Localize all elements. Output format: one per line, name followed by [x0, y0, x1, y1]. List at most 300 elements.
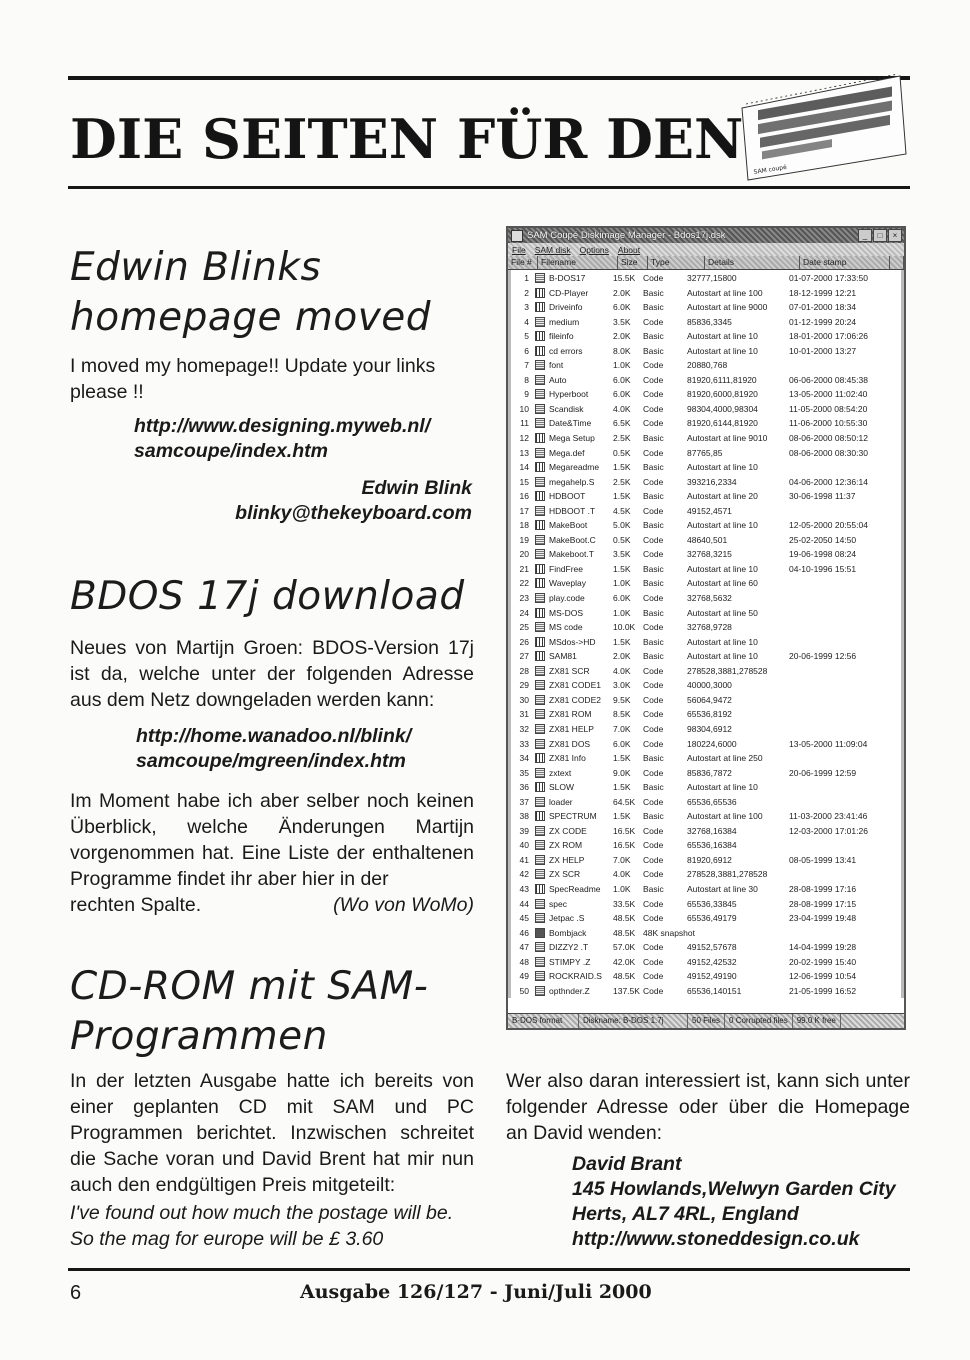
- file-size: 137.5K: [613, 985, 640, 996]
- file-name: ZX81 DOS: [549, 738, 591, 749]
- file-details: 20880,768: [687, 360, 728, 371]
- file-type: Code: [643, 942, 664, 953]
- file-row[interactable]: [511, 911, 901, 926]
- basic-file-icon: [535, 884, 545, 894]
- code-file-icon: [535, 666, 545, 676]
- file-type: Code: [643, 389, 664, 400]
- file-row[interactable]: [511, 969, 901, 984]
- file-number: 9: [524, 389, 529, 400]
- file-size: 3.0K: [613, 680, 631, 691]
- code-file-icon: [535, 869, 545, 879]
- file-number: 37: [519, 796, 529, 807]
- code-file-icon: [535, 826, 545, 836]
- file-date: [789, 591, 897, 606]
- file-row[interactable]: [511, 489, 901, 504]
- file-row[interactable]: [511, 867, 901, 882]
- file-type: Code: [643, 680, 664, 691]
- file-name: MakeBoot.C: [549, 534, 596, 545]
- file-number: 38: [519, 811, 529, 822]
- file-row[interactable]: [511, 431, 901, 446]
- file-date: 08-05-1999 13:41: [789, 854, 857, 865]
- file-size: 4.0K: [613, 403, 631, 414]
- code-file-icon: [535, 418, 545, 428]
- file-type: Basic: [643, 462, 664, 473]
- file-row[interactable]: [511, 504, 901, 519]
- file-type: Code: [643, 854, 664, 865]
- code-file-icon: [535, 360, 545, 370]
- file-details: Autostart at line 10: [687, 563, 758, 574]
- file-row[interactable]: [511, 635, 901, 650]
- file-row[interactable]: [511, 940, 901, 955]
- file-size: 42.0K: [613, 956, 636, 967]
- basic-file-icon: [535, 637, 545, 647]
- code-file-icon: [535, 899, 545, 909]
- file-row[interactable]: [511, 693, 901, 708]
- code-file-icon: [535, 593, 545, 603]
- file-date: 12-03-2000 17:01:26: [789, 825, 868, 836]
- file-details: 49152,42532: [687, 956, 737, 967]
- file-size: 1.0K: [613, 360, 631, 371]
- file-number: 12: [519, 433, 529, 444]
- basic-file-icon: [535, 433, 545, 443]
- file-row[interactable]: [511, 853, 901, 868]
- file-row[interactable]: [511, 606, 901, 621]
- file-row[interactable]: [511, 897, 901, 912]
- file-size: 6.5K: [613, 418, 631, 429]
- file-date: 11-03-2000 23:41:46: [789, 811, 868, 822]
- column-header-size[interactable]: Size: [618, 256, 648, 269]
- file-date: 25-02-2050 14:50: [789, 534, 857, 545]
- file-size: 6.0K: [613, 389, 631, 400]
- file-row[interactable]: [511, 475, 901, 490]
- file-details: 81920,6000,81920: [687, 389, 758, 400]
- file-row[interactable]: [511, 795, 901, 810]
- file-number: 45: [519, 913, 529, 924]
- file-row[interactable]: [511, 809, 901, 824]
- file-size: 3.5K: [613, 316, 631, 327]
- file-row[interactable]: [511, 722, 901, 737]
- window-titlebar: [508, 228, 904, 243]
- file-size: 8.0K: [613, 345, 631, 356]
- file-number: 39: [519, 825, 529, 836]
- file-number: 13: [519, 447, 529, 458]
- file-details: 81920,6111,81920: [687, 374, 757, 385]
- file-row[interactable]: [511, 591, 901, 606]
- code-file-icon: [535, 317, 545, 327]
- file-row[interactable]: [511, 547, 901, 562]
- file-details: 65536,65536: [687, 796, 737, 807]
- file-row[interactable]: [511, 824, 901, 839]
- file-details: Autostart at line 10: [687, 520, 758, 531]
- file-row[interactable]: [511, 373, 901, 388]
- file-type: Code: [643, 971, 664, 982]
- file-row[interactable]: [511, 737, 901, 752]
- file-type: Code: [643, 476, 664, 487]
- file-date: [789, 678, 897, 693]
- code-file-icon: [535, 404, 545, 414]
- file-name: Jetpac .S: [549, 913, 585, 924]
- file-row[interactable]: [511, 329, 901, 344]
- file-row[interactable]: [511, 533, 901, 548]
- basic-file-icon: [535, 578, 545, 588]
- file-row[interactable]: [511, 984, 901, 999]
- file-number: 15: [519, 476, 529, 487]
- file-name: ZX81 ROM: [549, 709, 592, 720]
- file-size: 1.5K: [613, 462, 631, 473]
- article-edwin-link[interactable]: [134, 414, 430, 464]
- code-file-icon: [535, 971, 545, 981]
- file-row[interactable]: [511, 518, 901, 533]
- file-number: 35: [519, 767, 529, 778]
- file-row[interactable]: [511, 300, 901, 315]
- file-type: Basic: [643, 753, 664, 764]
- file-details: 65536,8192: [687, 709, 732, 720]
- status-corrupted: 0 Corrupted files: [725, 1014, 793, 1028]
- status-format: B-DOS format: [508, 1014, 579, 1028]
- file-number: 17: [519, 505, 529, 516]
- address-url[interactable]: http://www.stoneddesign.co.uk: [572, 1228, 860, 1250]
- file-date: [789, 358, 897, 373]
- file-type: Code: [643, 360, 664, 371]
- file-number: 2: [524, 287, 529, 298]
- file-number: 30: [519, 694, 529, 705]
- file-type: Basic: [643, 607, 664, 618]
- file-row[interactable]: [511, 446, 901, 461]
- close-icon[interactable]: ×: [888, 229, 902, 242]
- file-date: 11-06-2000 10:55:30: [789, 418, 868, 429]
- file-details: 49152,57678: [687, 942, 737, 953]
- file-name: ZX HELP: [549, 854, 585, 865]
- file-date: 12-06-1999 10:54: [789, 971, 857, 982]
- basic-file-icon: [535, 564, 545, 574]
- column-header-date-stamp[interactable]: Date stamp: [800, 256, 890, 269]
- file-size: 6.0K: [613, 374, 631, 385]
- file-name: ZX CODE: [549, 825, 587, 836]
- file-name: Makeboot.T: [549, 549, 594, 560]
- file-row[interactable]: [511, 707, 901, 722]
- file-details: 98304,6912: [687, 723, 732, 734]
- file-type: Code: [643, 273, 664, 283]
- file-row[interactable]: [511, 882, 901, 897]
- file-name: Bombjack: [549, 927, 587, 938]
- file-date: 13-05-2000 11:09:04: [789, 738, 868, 749]
- file-size: 4.5K: [613, 505, 631, 516]
- author-name: Edwin Blink: [361, 477, 472, 499]
- link-line[interactable]: http://home.wanadoo.nl/blink/: [136, 725, 412, 747]
- code-file-icon: [535, 549, 545, 559]
- file-row[interactable]: [511, 286, 901, 301]
- file-date: [789, 795, 897, 810]
- file-details: 32777,15800: [687, 273, 737, 283]
- file-number: 46: [519, 927, 529, 938]
- file-details: Autostart at line 100: [687, 811, 763, 822]
- file-row[interactable]: [511, 387, 901, 402]
- file-size: 2.5K: [613, 476, 631, 487]
- file-name: Hyperboot: [549, 389, 589, 400]
- sam-coupe-keyboard-logo: [736, 70, 908, 182]
- code-file-icon: [535, 680, 545, 690]
- masthead-title: DIE SEITEN FÜR DEN: [70, 107, 744, 171]
- file-number: 11: [520, 418, 529, 429]
- file-details: 85836,3345: [687, 316, 732, 327]
- file-number: 24: [519, 607, 529, 618]
- file-size: 0.5K: [613, 534, 631, 545]
- file-date: [789, 635, 897, 650]
- file-row[interactable]: [511, 358, 901, 373]
- file-name: fileinfo: [549, 331, 574, 342]
- menu-file[interactable]: File: [512, 244, 526, 255]
- file-date: 19-06-1998 08:24: [789, 549, 857, 560]
- file-details: 81920,6912: [687, 854, 732, 865]
- file-type: Code: [643, 723, 664, 734]
- file-number: 26: [519, 636, 529, 647]
- menu-about[interactable]: About: [617, 244, 641, 255]
- file-details: Autostart at line 100: [687, 287, 763, 298]
- file-number: 10: [519, 403, 529, 414]
- file-row[interactable]: [511, 780, 901, 795]
- file-type: Code: [643, 316, 664, 327]
- article-edwin-body: I moved my homepage!! Update your links please !!: [70, 355, 436, 403]
- file-date: 14-04-1999 19:28: [789, 942, 857, 953]
- diskimage-manager-window: [506, 226, 906, 1030]
- file-row[interactable]: [511, 562, 901, 577]
- file-name: ZX81 SCR: [549, 665, 590, 676]
- file-name: MS-DOS: [549, 607, 583, 618]
- column-header-type[interactable]: Type: [648, 256, 705, 269]
- basic-file-icon: [535, 782, 545, 792]
- file-date: [789, 664, 897, 679]
- menu-options[interactable]: Options: [579, 244, 609, 255]
- file-details: Autostart at line 10: [687, 345, 758, 356]
- column-header-filename[interactable]: Filename: [538, 256, 618, 269]
- file-date: 08-06-2000 08:30:30: [789, 447, 868, 458]
- file-details: Autostart at line 10: [687, 636, 758, 647]
- file-date: 07-01-2000 18:34: [789, 302, 857, 313]
- basic-file-icon: [535, 651, 545, 661]
- file-date: [789, 722, 897, 737]
- file-row[interactable]: [511, 678, 901, 693]
- file-number: 14: [519, 462, 529, 473]
- basic-file-icon: [535, 520, 545, 530]
- file-type: Basic: [643, 883, 664, 894]
- file-name: spec: [549, 898, 567, 909]
- file-details: 278528,3881,278528: [687, 665, 768, 676]
- basic-file-icon: [535, 302, 545, 312]
- file-details: 278528,3881,278528: [687, 869, 768, 880]
- file-type: Basic: [643, 636, 664, 647]
- file-number: 22: [519, 578, 529, 589]
- file-row[interactable]: [511, 344, 901, 359]
- file-size: 16.5K: [613, 840, 636, 851]
- file-details: 65536,33845: [687, 898, 737, 909]
- file-date: [789, 504, 897, 519]
- file-type: Code: [643, 694, 664, 705]
- status-file-count: 50 Files: [688, 1014, 725, 1028]
- file-size: 48.5K: [613, 913, 636, 924]
- file-date: 18-12-1999 12:21: [789, 287, 857, 298]
- file-number: 36: [519, 782, 529, 793]
- article-bdos-link[interactable]: [136, 724, 411, 774]
- file-type: Code: [643, 709, 664, 720]
- file-size: 5.0K: [613, 520, 631, 531]
- file-size: 6.0K: [613, 738, 631, 749]
- file-details: Autostart at line 10: [687, 782, 758, 793]
- file-type: Code: [643, 825, 664, 836]
- file-details: 49152,4571: [687, 505, 732, 516]
- file-details: 32768,16384: [687, 825, 737, 836]
- file-name: ROCKRAID.S: [549, 971, 602, 982]
- file-size: 1.0K: [613, 883, 631, 894]
- file-details: 81920,6144,81920: [687, 418, 758, 429]
- file-date: 06-06-2000 08:45:38: [789, 374, 868, 385]
- column-header-file-number[interactable]: File #: [508, 256, 538, 269]
- file-size: 9.5K: [613, 694, 631, 705]
- file-size: 0.5K: [613, 447, 631, 458]
- file-date: [789, 460, 897, 475]
- file-details: 98304,4000,98304: [687, 403, 758, 414]
- column-header-details[interactable]: Details: [705, 256, 800, 269]
- file-row[interactable]: [511, 402, 901, 417]
- header-bottom-rule: [68, 186, 910, 189]
- file-details: 56064,9472: [687, 694, 732, 705]
- file-name: Auto: [549, 374, 567, 385]
- file-number: 32: [519, 723, 529, 734]
- file-size: 1.5K: [613, 491, 631, 502]
- file-number: 28: [519, 665, 529, 676]
- author-email[interactable]: blinky@thekeyboard.com: [235, 502, 472, 524]
- app-icon: [511, 230, 523, 242]
- file-type: 48K snapshot: [643, 927, 695, 938]
- basic-file-icon: [535, 753, 545, 763]
- file-date: 20-02-1999 15:40: [789, 956, 857, 967]
- file-details: 32768,3215: [687, 549, 732, 560]
- file-type: Code: [643, 665, 664, 676]
- code-file-icon: [535, 957, 545, 967]
- file-row[interactable]: [511, 315, 901, 330]
- file-row[interactable]: [511, 620, 901, 635]
- file-type: Basic: [643, 578, 664, 589]
- file-number: 50: [519, 985, 529, 996]
- file-date: [789, 693, 897, 708]
- file-type: Code: [643, 913, 664, 924]
- article-bdos-credit: (Wo von WoMo): [333, 894, 474, 916]
- file-date: 28-08-1999 17:16: [789, 883, 857, 894]
- file-name: ZX SCR: [549, 869, 581, 880]
- file-row[interactable]: [511, 766, 901, 781]
- link-line[interactable]: samcoupe/mgreen/index.htm: [136, 750, 406, 772]
- basic-file-icon: [535, 346, 545, 356]
- file-date: [789, 867, 897, 882]
- code-file-icon: [535, 709, 545, 719]
- file-size: 4.0K: [613, 869, 631, 880]
- file-type: Code: [643, 985, 664, 996]
- file-name: MS code: [549, 622, 583, 633]
- file-row[interactable]: [511, 416, 901, 431]
- file-number: 40: [519, 840, 529, 851]
- code-file-icon: [535, 768, 545, 778]
- address-name: David Brant: [572, 1153, 682, 1175]
- file-name: loader: [549, 796, 573, 807]
- logo-caption: SAM coupé: [753, 163, 788, 176]
- file-size: 16.5K: [613, 825, 636, 836]
- file-name: Waveplay: [549, 578, 587, 589]
- article-cdrom-quote: I've found out how much the postage will be. So the mag for europe will be £ 3.60: [70, 1202, 454, 1250]
- file-row[interactable]: [511, 460, 901, 475]
- link-line[interactable]: http://www.designing.myweb.nl/: [134, 415, 431, 437]
- file-size: 6.0K: [613, 593, 631, 604]
- file-type: Code: [643, 840, 664, 851]
- file-type: Basic: [643, 331, 664, 342]
- article-bdos-headline: BDOS 17j download: [70, 574, 465, 619]
- code-file-icon: [535, 724, 545, 734]
- file-details: 85836,7872: [687, 767, 732, 778]
- file-details: Autostart at line 9010: [687, 433, 768, 444]
- file-size: 2.0K: [613, 287, 631, 298]
- file-size: 6.0K: [613, 302, 631, 313]
- file-date: 04-06-2000 12:36:14: [789, 476, 868, 487]
- minimize-icon[interactable]: _: [858, 229, 872, 242]
- file-row[interactable]: [511, 751, 901, 766]
- file-row[interactable]: [511, 576, 901, 591]
- file-row[interactable]: [511, 664, 901, 679]
- basic-file-icon: [535, 288, 545, 298]
- file-row[interactable]: [511, 649, 901, 664]
- file-number: 25: [519, 622, 529, 633]
- file-date: 20-06-1999 12:59: [789, 767, 857, 778]
- file-type: Code: [643, 374, 664, 385]
- file-name: SLOW: [549, 782, 575, 793]
- file-row[interactable]: [511, 926, 901, 941]
- menu-bar: [508, 243, 904, 256]
- file-row[interactable]: [511, 955, 901, 970]
- file-number: 7: [524, 360, 529, 371]
- menu-sam-disk[interactable]: SAM disk: [534, 244, 571, 255]
- file-number: 1: [524, 273, 529, 283]
- file-size: 7.0K: [613, 723, 631, 734]
- file-type: Code: [643, 534, 664, 545]
- contact-address: [572, 1152, 896, 1252]
- file-list: [508, 270, 904, 998]
- maximize-icon[interactable]: □: [873, 229, 887, 242]
- basic-file-icon: [535, 462, 545, 472]
- file-type: Basic: [643, 491, 664, 502]
- code-file-icon: [535, 273, 545, 283]
- file-name: CD-Player: [549, 287, 589, 298]
- file-date: 12-05-2000 20:55:04: [789, 520, 868, 531]
- file-type: Basic: [643, 651, 664, 662]
- file-number: 42: [519, 869, 529, 880]
- file-details: Autostart at line 50: [687, 607, 758, 618]
- file-size: 48.5K: [613, 971, 636, 982]
- article-cdrom-body-right: Wer also daran interessiert ist, kann sich unter folgender Adresse oder über die Homepage an David wenden:: [506, 1070, 910, 1144]
- file-name: HDBOOT: [549, 491, 586, 502]
- file-row[interactable]: [511, 271, 901, 286]
- file-date: 13-05-2000 11:02:40: [789, 389, 868, 400]
- file-number: 19: [519, 534, 529, 545]
- file-type: Code: [643, 505, 664, 516]
- footer-rule: [68, 1268, 910, 1271]
- file-row[interactable]: [511, 838, 901, 853]
- file-name: HDBOOT .T: [549, 505, 596, 516]
- file-number: 8: [524, 374, 529, 385]
- file-name: Date&Time: [549, 418, 592, 429]
- file-name: font: [549, 360, 564, 371]
- file-details: 393216,2334: [687, 476, 737, 487]
- file-name: megahelp.S: [549, 476, 595, 487]
- article-bdos-body2: [70, 788, 474, 918]
- link-line[interactable]: samcoupe/index.htm: [134, 440, 328, 462]
- file-type: Code: [643, 593, 664, 604]
